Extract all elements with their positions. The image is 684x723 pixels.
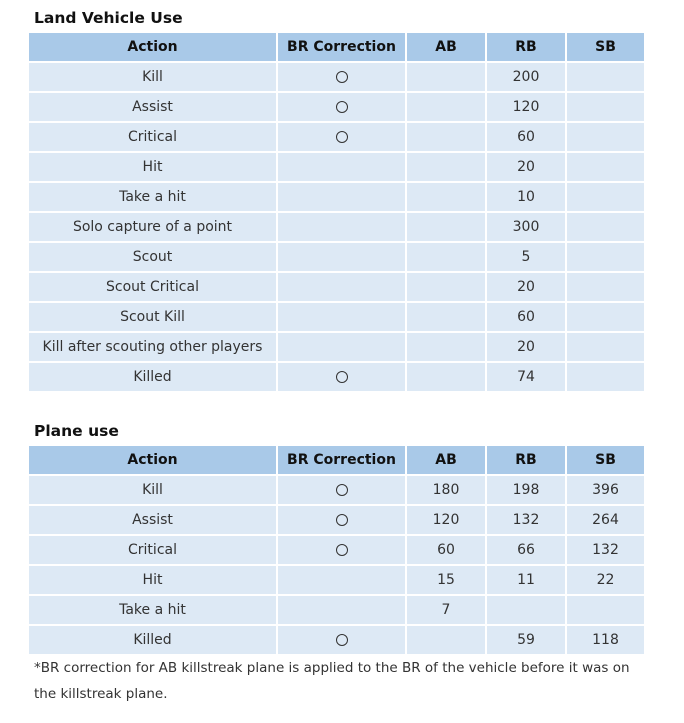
action-cell: Critical xyxy=(29,536,276,564)
table-row xyxy=(29,183,644,211)
rb-cell: 60 xyxy=(487,123,565,151)
rb-cell: 132 xyxy=(487,506,565,534)
rb-cell: 198 xyxy=(487,476,565,504)
sb-cell xyxy=(567,183,644,211)
ab-cell xyxy=(407,273,485,301)
ab-cell xyxy=(407,123,485,151)
header-rb: RB xyxy=(487,33,565,61)
ab-cell xyxy=(407,303,485,331)
br-correction-cell xyxy=(278,153,405,181)
action-cell: Take a hit xyxy=(29,596,276,624)
sb-cell xyxy=(567,363,644,391)
sb-cell xyxy=(567,93,644,121)
sb-cell: 118 xyxy=(567,626,644,654)
ab-cell xyxy=(407,153,485,181)
action-cell: Killed xyxy=(29,626,276,654)
table-row xyxy=(29,566,644,594)
circle-icon xyxy=(336,371,348,383)
action-cell: Critical xyxy=(29,123,276,151)
action-cell: Kill xyxy=(29,476,276,504)
ab-cell xyxy=(407,93,485,121)
table-row xyxy=(29,626,644,654)
rb-cell: 66 xyxy=(487,536,565,564)
br-correction-cell xyxy=(278,626,405,654)
sb-cell xyxy=(567,273,644,301)
action-cell: Hit xyxy=(29,566,276,594)
action-cell: Hit xyxy=(29,153,276,181)
sb-cell xyxy=(567,123,644,151)
br-correction-cell xyxy=(278,363,405,391)
ab-cell: 120 xyxy=(407,506,485,534)
ab-cell xyxy=(407,363,485,391)
table-row xyxy=(29,213,644,241)
plane-use-title: Plane use xyxy=(34,422,119,440)
plane-use-table xyxy=(27,444,646,656)
table-row xyxy=(29,303,644,331)
header-ab: AB xyxy=(407,33,485,61)
header-br-correction: BR Correction xyxy=(278,33,405,61)
table-row xyxy=(29,476,644,504)
action-cell: Killed xyxy=(29,363,276,391)
table-row xyxy=(29,63,644,91)
sb-cell xyxy=(567,243,644,271)
header-sb: SB xyxy=(567,446,644,474)
rb-cell: 10 xyxy=(487,183,565,211)
table-row xyxy=(29,93,644,121)
rb-cell: 200 xyxy=(487,63,565,91)
action-cell: Take a hit xyxy=(29,183,276,211)
sb-cell xyxy=(567,333,644,361)
circle-icon xyxy=(336,131,348,143)
ab-cell xyxy=(407,243,485,271)
ab-cell xyxy=(407,333,485,361)
rb-cell: 11 xyxy=(487,566,565,594)
action-cell: Assist xyxy=(29,506,276,534)
table-header-row xyxy=(29,33,644,61)
action-cell: Kill after scouting other players xyxy=(29,333,276,361)
rb-cell: 300 xyxy=(487,213,565,241)
header-ab: AB xyxy=(407,446,485,474)
header-sb: SB xyxy=(567,33,644,61)
sb-cell xyxy=(567,63,644,91)
header-action: Action xyxy=(29,33,276,61)
br-correction-cell xyxy=(278,243,405,271)
ab-cell xyxy=(407,213,485,241)
rb-cell: 20 xyxy=(487,153,565,181)
action-cell: Assist xyxy=(29,93,276,121)
rb-cell xyxy=(487,596,565,624)
sb-cell xyxy=(567,153,644,181)
ab-cell: 180 xyxy=(407,476,485,504)
rb-cell: 59 xyxy=(487,626,565,654)
table-row xyxy=(29,123,644,151)
land-vehicle-table xyxy=(27,31,646,393)
ab-cell: 7 xyxy=(407,596,485,624)
sb-cell xyxy=(567,596,644,624)
action-cell: Solo capture of a point xyxy=(29,213,276,241)
circle-icon xyxy=(336,484,348,496)
rb-cell: 60 xyxy=(487,303,565,331)
action-cell: Scout Critical xyxy=(29,273,276,301)
action-cell: Scout Kill xyxy=(29,303,276,331)
header-rb: RB xyxy=(487,446,565,474)
table-row xyxy=(29,153,644,181)
ab-cell: 60 xyxy=(407,536,485,564)
table-row xyxy=(29,273,644,301)
circle-icon xyxy=(336,71,348,83)
table-row xyxy=(29,506,644,534)
action-cell: Scout xyxy=(29,243,276,271)
sb-cell: 132 xyxy=(567,536,644,564)
rb-cell: 5 xyxy=(487,243,565,271)
br-correction-cell xyxy=(278,303,405,331)
br-correction-cell xyxy=(278,476,405,504)
circle-icon xyxy=(336,544,348,556)
ab-cell xyxy=(407,183,485,211)
ab-cell xyxy=(407,63,485,91)
table-row xyxy=(29,243,644,271)
action-cell: Kill xyxy=(29,63,276,91)
br-correction-cell xyxy=(278,213,405,241)
br-correction-cell xyxy=(278,566,405,594)
ab-cell xyxy=(407,626,485,654)
br-correction-cell xyxy=(278,333,405,361)
br-correction-cell xyxy=(278,273,405,301)
br-correction-cell xyxy=(278,596,405,624)
header-action: Action xyxy=(29,446,276,474)
br-correction-cell xyxy=(278,123,405,151)
br-correction-cell xyxy=(278,63,405,91)
sb-cell: 396 xyxy=(567,476,644,504)
rb-cell: 120 xyxy=(487,93,565,121)
rb-cell: 20 xyxy=(487,333,565,361)
br-correction-cell xyxy=(278,536,405,564)
circle-icon xyxy=(336,101,348,113)
br-correction-cell xyxy=(278,506,405,534)
footnote: *BR correction for AB killstreak plane is applied to the BR of the vehicle before it was on the killstreak plane. xyxy=(34,660,630,702)
table-row xyxy=(29,536,644,564)
table-row xyxy=(29,333,644,361)
ab-cell: 15 xyxy=(407,566,485,594)
sb-cell: 264 xyxy=(567,506,644,534)
land-vehicle-title: Land Vehicle Use xyxy=(34,9,183,27)
br-correction-cell xyxy=(278,183,405,211)
circle-icon xyxy=(336,634,348,646)
sb-cell xyxy=(567,213,644,241)
br-correction-cell xyxy=(278,93,405,121)
header-br-correction: BR Correction xyxy=(278,446,405,474)
rb-cell: 20 xyxy=(487,273,565,301)
circle-icon xyxy=(336,514,348,526)
sb-cell: 22 xyxy=(567,566,644,594)
table-row xyxy=(29,596,644,624)
rb-cell: 74 xyxy=(487,363,565,391)
table-header-row xyxy=(29,446,644,474)
table-row xyxy=(29,363,644,391)
sb-cell xyxy=(567,303,644,331)
